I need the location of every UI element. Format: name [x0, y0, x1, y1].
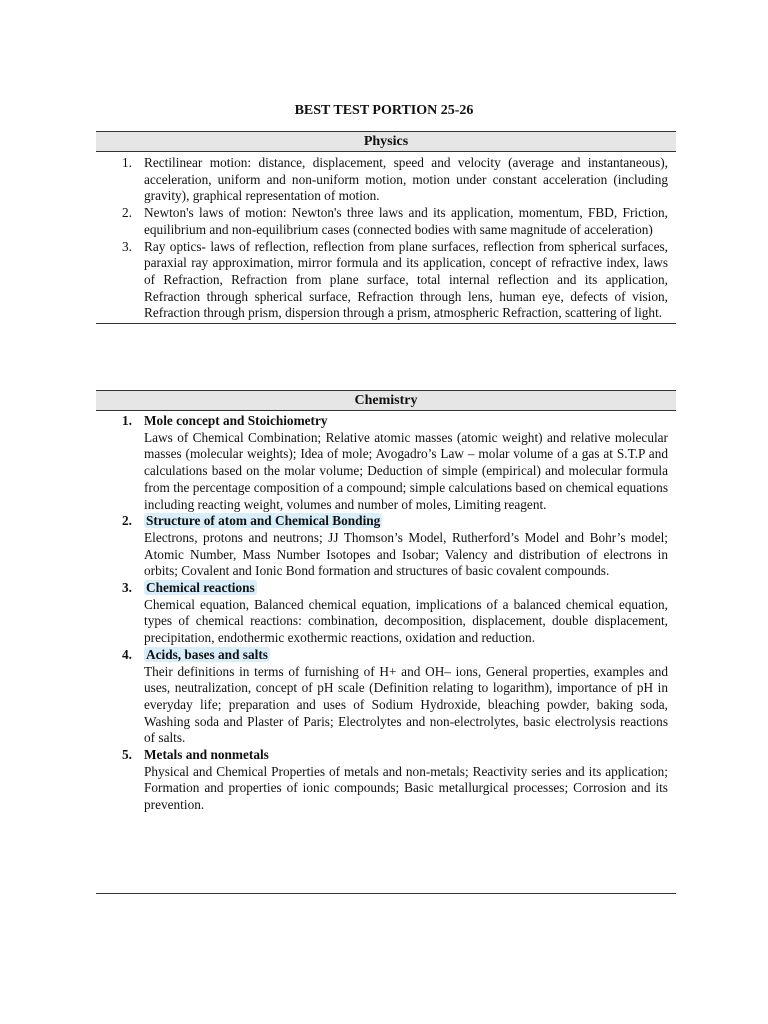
physics-item-number: 2. — [122, 205, 132, 221]
physics-header: Physics — [96, 131, 676, 152]
physics-item-3 — [122, 238, 668, 323]
chemistry-item-2 — [122, 513, 668, 580]
physics-item-2 — [122, 205, 668, 238]
physics-item-number: 1. — [122, 155, 132, 170]
physics-section — [96, 131, 676, 324]
chemistry-item-4 — [122, 646, 668, 747]
chemistry-item-number: 4. — [122, 646, 132, 662]
chemistry-item-title: Chemical reactions — [146, 580, 255, 596]
physics-item-1 — [122, 155, 668, 205]
chemistry-item-title: Metals and nonmetals — [144, 747, 269, 763]
chemistry-header: Chemistry — [96, 390, 676, 411]
chemistry-list — [96, 411, 676, 814]
physics-item-text: Ray optics- laws of reflection, reflection from plane surfaces, reflection from spherical surfaces, paraxial ray approximation, mirror formula and its application, concept of refractive index, laws of Refraction, Refraction from plane surface, total internal reflection and its application, Refraction through spherical surface, Refraction through lens, human eye, defects of vision, Refraction through prism, dispersion through a prism, atmospheric Refraction, scattering of light. — [144, 238, 668, 321]
chemistry-item-number: 3. — [122, 580, 132, 596]
chemistry-item-5 — [122, 747, 668, 814]
chemistry-item-3 — [122, 580, 668, 647]
chemistry-item-1 — [122, 413, 668, 513]
physics-list — [96, 152, 676, 324]
chemistry-item-text: Their definitions in terms of furnishing of H+ and OH– ions, General properties, examples and uses, neutralization, concept of pH scale (Definition relating to logarithm), importance of pH in everyday life; preparation and uses of Sodium Hydroxide, bleaching powder, baking soda, Washing soda and Plaster of Paris; Electrolytes and non-electrolytes, basic electrolysis reactions of salts. — [144, 663, 668, 746]
page-title: BEST TEST PORTION 25-26 — [294, 103, 474, 118]
chemistry-item-number: 1. — [122, 413, 132, 428]
chemistry-section — [96, 390, 676, 814]
physics-item-number: 3. — [122, 238, 132, 254]
chemistry-item-title: Structure of atom and Chemical Bonding — [146, 513, 381, 529]
chemistry-item-text: Chemical equation, Balanced chemical equation, implications of a balanced chemical equation, types of chemical reactions: combination, decomposition, displacement, double displacement, precipitation, endothermic exothermic reactions, oxidation and reduction. — [144, 596, 668, 646]
chemistry-item-text: Physical and Chemical Properties of metals and non-metals; Reactivity series and its application; Formation and properties of ionic compounds; Basic metallurgical processes; Corrosion and its prevention. — [144, 763, 668, 813]
bottom-divider — [96, 893, 676, 894]
chemistry-item-number: 5. — [122, 747, 132, 763]
chemistry-item-text: Electrons, protons and neutrons; JJ Thomson’s Model, Rutherford’s Model and Bohr’s model; Atomic Number, Mass Number Isotopes and Isobar; Valency and distribution of electrons in orbits; Covalent and Ionic Bond formation and structures of basic covalent compounds. — [144, 529, 668, 579]
chemistry-item-title: Mole concept and Stoichiometry — [144, 413, 328, 428]
chemistry-item-text: Laws of Chemical Combination; Relative atomic masses (atomic weight) and relative molecular masses (molecular weights); Idea of mole; Avogadro’s Law – molar volume of a gas at S.T.P and calculations based on the molar volume; Deduction of simple (empirical) and molecular formula from the percentage composition of a compound; simple calculations based on chemical equations including reacting weight, volumes and number of moles, Limiting reagent. — [144, 429, 668, 512]
physics-item-text: Rectilinear motion: distance, displacement, speed and velocity (average and instantaneous), acceleration, uniform and non-uniform motion, motion under constant acceleration (including gravity), graphical representation of motion. — [144, 155, 668, 204]
chemistry-item-title: Acids, bases and salts — [146, 646, 268, 662]
chemistry-item-number: 2. — [122, 513, 132, 529]
physics-item-text: Newton's laws of motion: Newton's three laws and its application, momentum, FBD, Friction, equilibrium and non-equilibrium cases (connected bodies with same magnitude of acceleration) — [144, 205, 668, 237]
